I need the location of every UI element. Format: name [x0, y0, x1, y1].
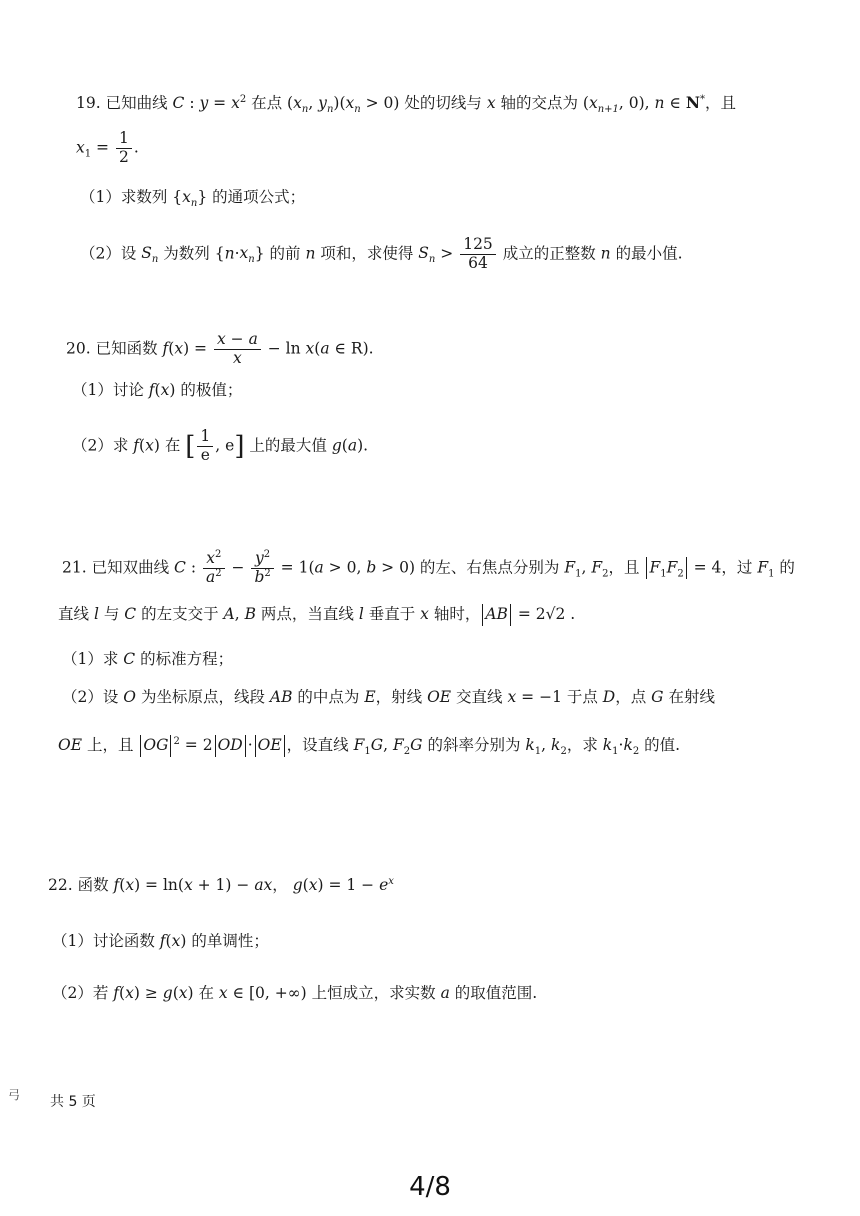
problem-22-part-2: （2）若 f(x) ≥ g(x) 在 x ∈ [0, +∞) 上恒成立，求实数 a 的取值范围.	[52, 984, 538, 1002]
problem-20-part-1: （1）讨论 f(x) 的极值；	[72, 381, 243, 399]
problem-21-part-1: （1）求 C 的标准方程；	[62, 650, 234, 668]
problem-21-part-2-cont: OE 上，且 OG $^2$ = 2 OD · OE ，设直线 $F_1G$, $F_2G$ 的斜率分别为 $k_1$, $k_2$，求 $k_1\cdot k_2$ 的值.	[58, 735, 681, 758]
side-mark: 弓	[8, 1088, 21, 1102]
problem-19-stem: 19. 已知曲线 C : $y = x^2$ 在点 ($x_n$, $y_n)(x_n > 0)$ 处的切线与 x 轴的交点为 ($x_{n+1}$, 0), n ∈ N*，且	[76, 93, 737, 116]
problem-20-stem: 20. 已知函数 f(x) = $\frac{x - a}{x}$ − ln x(a ∈ R).	[66, 330, 374, 367]
problem-19-stem-cont: $x_1$ = $\frac{1}{2}$ .	[76, 129, 139, 166]
problem-21-number: 21.	[62, 558, 87, 577]
problem-22-number: 22.	[48, 876, 73, 894]
problem-21-part-2: （2）设 O 为坐标原点，线段 AB 的中点为 E，射线 OE 交直线 x = −1 于点 D，点 G 在射线	[62, 688, 715, 706]
problem-22-stem: 22. 函数 f(x) = ln(x + 1) − ax， $g(x) = 1 - e^x$	[48, 875, 394, 894]
problem-20-part-2: （2）求 f(x) 在 [ $\frac{1}{e}$ , e] 上的最大值 g(a).	[72, 427, 369, 464]
problem-20-number: 20.	[66, 339, 91, 358]
problem-19-part-1: （1）求数列 $\{x_n\}$ 的通项公式；	[80, 188, 306, 210]
problem-19-part-2: （2）设 $S_n$ 为数列 $\{n\cdot x_n\}$ 的前 n 项和，求使得 $S_n$ > $\frac{125}{64}$ 成立的正整数 n 的最小值.	[80, 235, 683, 272]
problem-21-stem: 21. 已知双曲线 C : $\frac{x^2}{a^2}$ − $\frac{y^2}{b^2}$ = 1(a > 0, b > 0) 的左、右焦点分别为 $F_1$, $F_2$，且 $F_1F_2 = 4$，过 $F_1$ 的	[62, 548, 795, 586]
total-pages-label: 共 5 页	[50, 1094, 96, 1110]
problem-22-part-1: （1）讨论函数 f(x) 的单调性；	[52, 932, 269, 950]
page-indicator: 4/8	[409, 1172, 451, 1202]
problem-19-number: 19.	[76, 94, 101, 112]
problem-21-stem-cont: 直线 l 与 C 的左支交于 A, B 两点，当直线 l 垂直于 x 轴时， AB = 2√2 .	[58, 604, 575, 626]
